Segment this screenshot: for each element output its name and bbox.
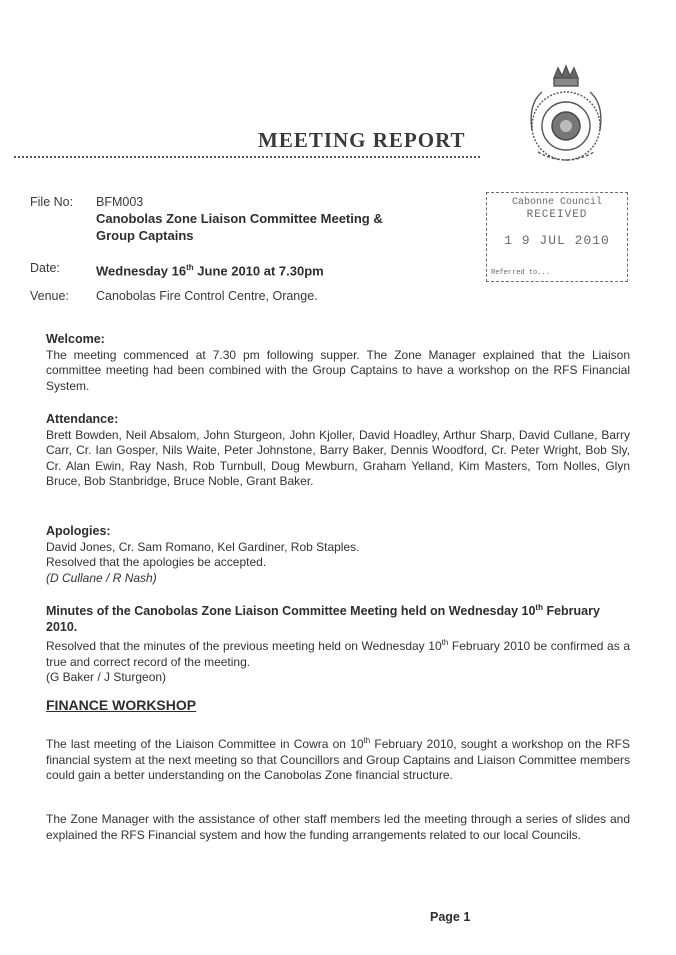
apologies-section — [46, 524, 630, 586]
page-number: Page 1 — [430, 910, 471, 924]
title-divider — [14, 156, 480, 158]
file-no-value: BFM003 — [96, 195, 144, 209]
file-no-label: File No: — [30, 195, 74, 209]
welcome-text: The meeting commenced at 7.30 pm following supper. The Zone Manager explained that the Liaison committee meeting had been combined with the Group Captains to have a workshop on the RFS Financial System. — [46, 347, 630, 393]
venue-value: Canobolas Fire Control Centre, Orange. — [96, 289, 318, 303]
meeting-title-line1: Canobolas Zone Liaison Committee Meeting & — [96, 211, 383, 226]
stamp-council: Cabonne Council — [511, 197, 602, 208]
date-value: Wednesday 16th June 2010 at 7.30pm — [96, 263, 324, 279]
apologies-movers: (D Cullane / R Nash) — [46, 570, 157, 585]
received-stamp — [486, 192, 628, 282]
finance-para2-text: The Zone Manager with the assistance of other staff members led the meeting through a series of slides and explained the RFS Financial system and how the funding arrangements related to our local Councils. — [46, 812, 630, 842]
finance-para1 — [46, 733, 630, 784]
finance-para1-text: The last meeting of the Liaison Committee in Cowra on 10th February 2010, sought a workshop on the RFS financial system at the next meeting so that Councillors and Group Captains and Liaison Committee members could gain a better understanding on the Canobolas Zone financial structure. — [46, 736, 630, 782]
rfs-crest-logo — [508, 64, 620, 168]
attendance-heading: Attendance: — [46, 412, 119, 426]
stamp-date: 1 9 JUL 2010 — [504, 233, 610, 248]
venue-label: Venue: — [30, 289, 69, 303]
minutes-section — [46, 600, 630, 686]
apologies-resolved: Resolved that the apologies be accepted. — [46, 555, 267, 569]
attendance-text: Brett Bowden, Neil Absalom, John Sturgeon, John Kjoller, David Hoadley, Arthur Sharp, David Cullane, Barry Carr, Cr. Ian Gosper, Nils Waite, Peter Johnstone, Barry Baker, Dennis Woodford, Cr. Peter Wright, Bob Sly, Cr. Alan Ewin, Ray Nash, Rob Turnbull, Doug Mewburn, Graham Yelland, Kim Masters, Tom Nolles, Glyn Bruce, Bob Stanbridge, Bruce Noble, Grant Baker. — [46, 427, 630, 488]
minutes-heading: Minutes of the Canobolas Zone Liaison Committee Meeting held on Wednesday 10th February 2010. — [46, 603, 600, 634]
meeting-title-line2: Group Captains — [96, 228, 194, 243]
page-title: MEETING REPORT — [258, 128, 466, 152]
minutes-text: Resolved that the minutes of the previous meeting held on Wednesday 10th February 2010 be confirmed as a true and correct record of the meeting. — [46, 638, 630, 669]
stamp-referred: Referred to... — [491, 269, 550, 277]
finance-para2 — [46, 812, 630, 843]
welcome-heading: Welcome: — [46, 332, 105, 346]
finance-workshop-heading: FINANCE WORKSHOP — [46, 697, 197, 713]
welcome-section — [46, 332, 630, 394]
stamp-received: RECEIVED — [526, 209, 588, 221]
apologies-names: David Jones, Cr. Sam Romano, Kel Gardiner, Rob Staples. — [46, 539, 360, 554]
apologies-heading: Apologies: — [46, 524, 111, 538]
minutes-movers: (G Baker / J Sturgeon) — [46, 670, 167, 685]
attendance-section — [46, 412, 630, 490]
date-label: Date: — [30, 261, 60, 275]
